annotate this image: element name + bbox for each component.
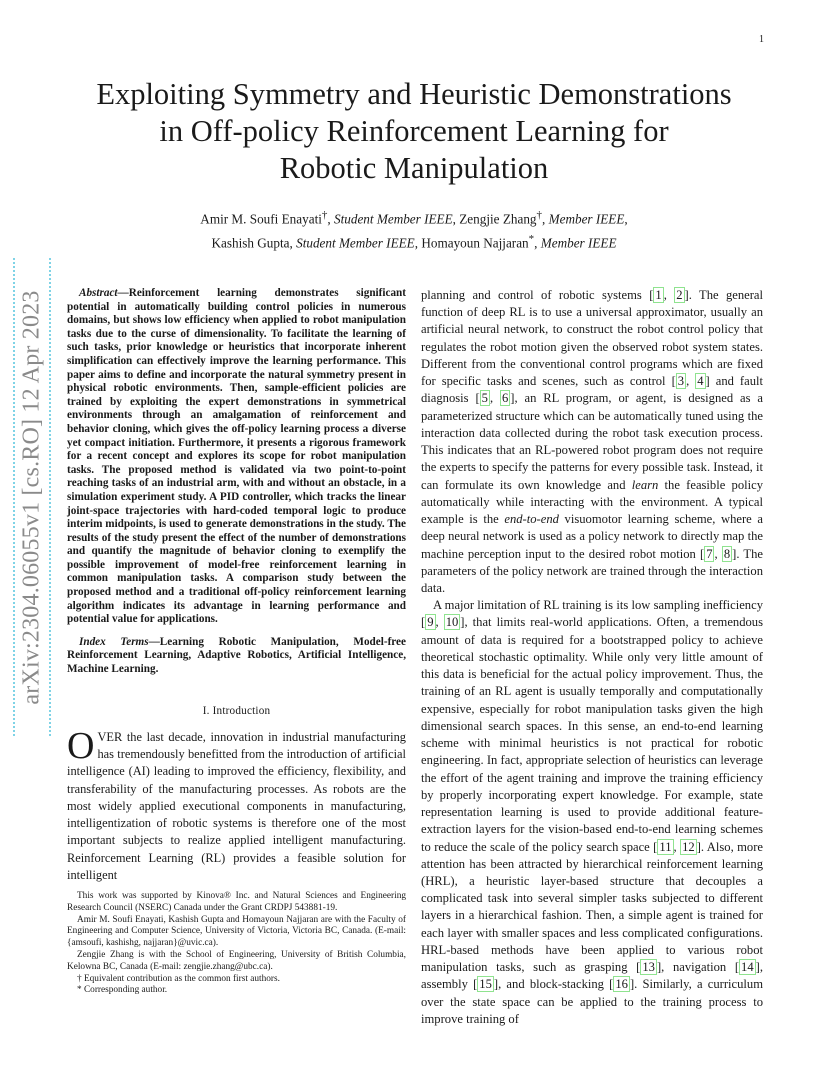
footnote-affiliation-uvic: Amir M. Soufi Enayati, Kashish Gupta and Homayoun Najjaran are with the Faculty of Engineering and Computer Science, University of Victoria, Victoria BC, Canada. (E-mail: {amsoufi, kashishg, najjaran}@uvic.ca). — [67, 914, 406, 949]
author-mark: † — [321, 209, 328, 221]
arxiv-identifier-stamp — [13, 258, 51, 736]
citation-link[interactable] — [480, 390, 490, 406]
author-mark: * — [528, 233, 535, 246]
citation-link[interactable] — [477, 976, 494, 992]
text-run: ]. The general function of deep RL is to use a universal approximator, usually an artificial neural network, to construct the robot control policy that regulates the robot motion given the observed robot system states. Different from the conventional control programs which are fixed for specific tasks and scenes, such as control [ — [421, 288, 764, 389]
citation-link[interactable] — [704, 546, 714, 562]
author-mark: † — [536, 209, 543, 221]
citation-number: 6 — [501, 391, 509, 406]
citation-link[interactable] — [640, 959, 657, 975]
citation-number: 12 — [682, 839, 695, 854]
title-line-1: Exploiting Symmetry and Heuristic Demonstrations — [96, 77, 732, 111]
author-name: Kashish Gupta — [211, 235, 290, 251]
text-run: ]. Also, more attention has been attracted by hierarchical reinforcement learning (HRL), a heuristic layer-based structure that decouples a complicated task into several simpler tasks subjected to different layers in a hierarchical fashion. Then, a simple agent is trained for each layer with smaller spaces and less complicated configurations. HRL-based methods have been applied to various robot manipulation tasks, such as grasping [ — [421, 839, 764, 975]
citation-number: 5 — [481, 391, 488, 406]
drop-cap: O — [67, 724, 95, 767]
text-run: planning and control of robotic systems [ — [421, 288, 654, 302]
citation-link[interactable] — [674, 287, 684, 303]
citation-number: 7 — [706, 546, 713, 561]
title-line-3: Robotic Manipulation — [279, 151, 549, 185]
citation-link[interactable] — [695, 373, 705, 389]
paper-title — [40, 76, 788, 187]
citation-link[interactable] — [739, 959, 756, 975]
footnote-equal-contribution: † Equivalent contribution as the common first authors. — [77, 973, 280, 984]
text-run: ], an RL program, or agent, is designed as a parameterized structure which can be automatically tuned using the interaction data collected during the robot task execution process. This indicates that an RL-powered robot program does not require the experts to specify the patterns for every possible task. Instead, it can formulate its own knowledge and — [421, 391, 764, 492]
text-run: ]. The parameters of the policy network are trained through the interaction data. — [421, 546, 764, 595]
right-column — [421, 287, 763, 1028]
citation-link[interactable] — [722, 546, 732, 562]
text-run: visuomotor learning scheme, where a deep neural network is used as a policy network to directly map the machine perception input to the desired robot motion [ — [421, 512, 763, 561]
citation-number: 16 — [615, 977, 628, 992]
left-column — [67, 287, 406, 884]
citation-link[interactable] — [444, 614, 461, 630]
author-line-1: Amir M. Soufi Enayati†, Student Member IEEE, Zengjie Zhang†, Member IEEE, — [200, 209, 628, 227]
citation-link[interactable] — [680, 839, 697, 855]
emphasis: end-to-end — [504, 512, 559, 527]
text-run: ], assembly [ — [421, 960, 763, 992]
emphasis: learn — [631, 477, 659, 492]
citation-number: 8 — [723, 546, 731, 561]
text-run: ] and fault diagnosis [ — [421, 374, 764, 406]
author-list — [60, 205, 768, 254]
author-role: Student Member IEEE — [334, 211, 453, 227]
citation-link[interactable] — [425, 614, 435, 630]
right-paragraph-2: A major limitation of RL training is its low sampling inefficiency [ 9 , 10 ], that limits real-world applications. Often, a tremendous amount of data is required for a bootstrapped policy to achieve theoretical stochastic optimality. While only very little amount of this data is beneficial for the actual policy improvement. Thus, the training of an RL agent is usually temporally and computationally expensive, especially for robot manipulation tasks given the high dimensional search spaces. In this sense, an end-to-end learning scheme with minimal heuristics is not practical for robotic engineering. In fact, appropriate selection of heuristics can leverage the effort of the agent training and improve the training efficiency by properly incorporating expert knowledge. For example, state representation learning is used to provide additional feature-extraction layers for the vision-based end-to-end learning schemes to reduce the scale of the policy search space [ 11 , 12 ]. Also, more attention has been attracted by hierarchical reinforcement learning (HRL), a heuristic layer-based structure that decouples a complicated task into several simpler tasks subjected to different layers in a hierarchical fashion. Then, a simple agent is trained for each layer with smaller spaces and less complicated configurations. HRL-based methods have been applied to various robot manipulation tasks, such as grasping [ 13 ], navigation [ 14 ], assembly [ 15 ], and block-stacking [ 16 ]. Similarly, a curriculum over the state space can be applied to the training process to improve training of — [421, 598, 764, 1026]
author-name: Zengjie Zhang — [459, 211, 537, 227]
index-terms — [67, 636, 406, 677]
abstract-text: —Reinforcement learning demonstrates significant potential in automatically building control policies in numerous domains, but shows low efficiency when applied to robot manipulation tasks due to the curse of dimensionality. To facilitate the learning of such tasks, prior knowledge or heuristics that incorporate inherent simplification can effectively improve the learning performance. This paper aims to define and incorporate the natural symmetry present in physical robotic environments. Then, sample-efficient policies are trained by exploiting the expert demonstrations in symmetrical environments through an amalgamation of reinforcement and behavior cloning, which gives the off-policy learning process a diverse yet compact initiation. Furthermore, it presents a rigorous framework for a recent concept and explores its scope for robot manipulation tasks. The proposed method is validated via two point-to-point reaching tasks of an industrial arm, with and without an obstacle, in a simulation experiment study. A PID controller, which tracks the linear joint-space trajectories with hard-coded temporal logic to produce interim midpoints, is used to generate demonstrations in the study. The results of the study present the effect of the number of demonstrations and quantify the magnitude of behavior cloning to exemplify the possible improvement of model-free reinforcement learning in common manipulation tasks. A comparison study between the proposed method and a traditional off-policy reinforcement learning algorithm indicates its advantage in learning performance and potential value for applications. — [67, 287, 406, 626]
footnotes — [67, 891, 406, 997]
citation-link[interactable] — [500, 390, 510, 406]
citation-number: 1 — [655, 288, 662, 302]
intro-paragraph — [67, 724, 406, 884]
citation-number: 2 — [676, 288, 683, 302]
author-role: Member IEEE — [548, 211, 625, 227]
author-role: Member IEEE — [540, 235, 617, 251]
title-line-2: in Off-policy Reinforcement Learning for — [159, 114, 669, 148]
author-line-2: Kashish Gupta, Student Member IEEE, Homayoun Najjaran*, Member IEEE — [211, 233, 617, 251]
text-run: A major limitation of RL training is its low sampling inefficiency [ — [421, 598, 763, 630]
footnote-funding: This work was supported by Kinova® Inc. and Natural Sciences and Engineering Research Council (NSERC) Canada under the Grant CRDPJ 543881-19. — [67, 891, 406, 913]
text-run: the feasible policy automatically while interacting with the environment. A typical example is the — [421, 477, 764, 527]
text-run: ]. Similarly, a curriculum over the state space can be applied to the training process to improve training of — [421, 977, 763, 1026]
right-paragraph-1: planning and control of robotic systems [ 1 , 2 ]. The general function of deep RL is to use a universal approximator, usually an artificial neural network, to construct the robot control policy that regulates the robot motion given the observed robot system states. Different from the conventional control programs which are fixed for specific tasks and scenes, such as control [ 3 , 4 ] and fault diagnosis [ 5 , 6 ], an RL program, or agent, is designed as a parameterized structure which can be automatically tuned using the interaction data collected during the robot task execution process. This indicates that an RL-powered robot program does not require the experts to specify the patterns for every possible task. Instead, it can formulate its own knowledge and learn the feasible policy automatically while interacting with the environment. A typical example is the end-to-end visuomotor learning scheme, where a deep neural network is used as a policy network to directly map the machine perception input to the desired robot motion [ 7 , 8 ]. The parameters of the policy network are trained through the interaction data. — [421, 288, 764, 595]
citation-number: 4 — [697, 374, 704, 389]
index-terms-label: Index Terms — [79, 635, 149, 648]
author-name: Amir M. Soufi Enayati — [200, 211, 322, 227]
arxiv-identifier-text: arXiv:2304.06055v1 [cs.RO] 12 Apr 2023 — [18, 289, 45, 705]
citation-number: 11 — [659, 839, 672, 854]
text-run: ], that limits real-world applications. Often, a tremendous amount of data is required for a bootstrapped policy to achieve theoretical stochastic optimality. While only very little amount of this data is beneficial for the actual policy improvement. Thus, the training of an RL agent is usually temporally and computationally expensive, especially for robot manipulation tasks given the high dimensional search spaces. In this sense, an end-to-end learning scheme with minimal heuristics is not practical for robotic engineering. In fact, appropriate selection of heuristics can leverage the effort of the agent training and improve the training efficiency by properly incorporating expert knowledge. For example, state representation learning is used to provide additional feature-extraction layers for the vision-based end-to-end learning schemes to reduce the scale of the policy search space [ — [421, 615, 764, 854]
page-number: 1 — [759, 34, 764, 45]
text-run: ], and block-stacking [ — [493, 977, 614, 992]
citation-number: 15 — [479, 977, 492, 992]
abstract-label: Abstract — [79, 287, 118, 299]
intro-text: VER the last decade, innovation in industrial manufacturing has tremendously benefitted from the introduction of artificial intelligence (AI) leading to improved the efficiency, flexibility, and transferability of the manufacturing processes. As robots are the most widely applied executional components in manufacturing, intelligentization of robotic systems is therefore one of the most important subjects to realize applied intelligent manufacturing. Reinforcement Learning (RL) provides a feasible solution for intelligent — [67, 729, 406, 882]
author-name: Homayoun Najjaran — [421, 235, 529, 251]
citation-link[interactable] — [657, 839, 673, 855]
citation-link[interactable] — [653, 287, 663, 303]
section-heading-introduction: I. Introduction — [202, 704, 271, 717]
citation-number: 9 — [427, 615, 434, 630]
citation-number: 10 — [445, 615, 459, 630]
citation-number: 3 — [677, 374, 685, 389]
footnote-corresponding: * Corresponding author. — [77, 985, 168, 996]
citation-link[interactable] — [613, 976, 630, 992]
author-role: Student Member IEEE — [296, 235, 415, 251]
index-terms-text: —Learning Robotic Manipulation, Model-free Reinforcement Learning, Adaptive Robotics, Artificial Intelligence, Machine Learning. — [67, 635, 406, 676]
citation-number: 14 — [741, 960, 754, 975]
abstract — [67, 287, 406, 627]
footnote-affiliation-ubc: Zengjie Zhang is with the School of Engineering, University of British Columbia, Kelowna BC, Canada (E-mail: zengjie.zhang@ubc.ca). — [67, 949, 406, 972]
citation-link[interactable] — [676, 373, 686, 389]
citation-number: 13 — [642, 960, 655, 975]
text-run: ], navigation [ — [656, 960, 740, 975]
